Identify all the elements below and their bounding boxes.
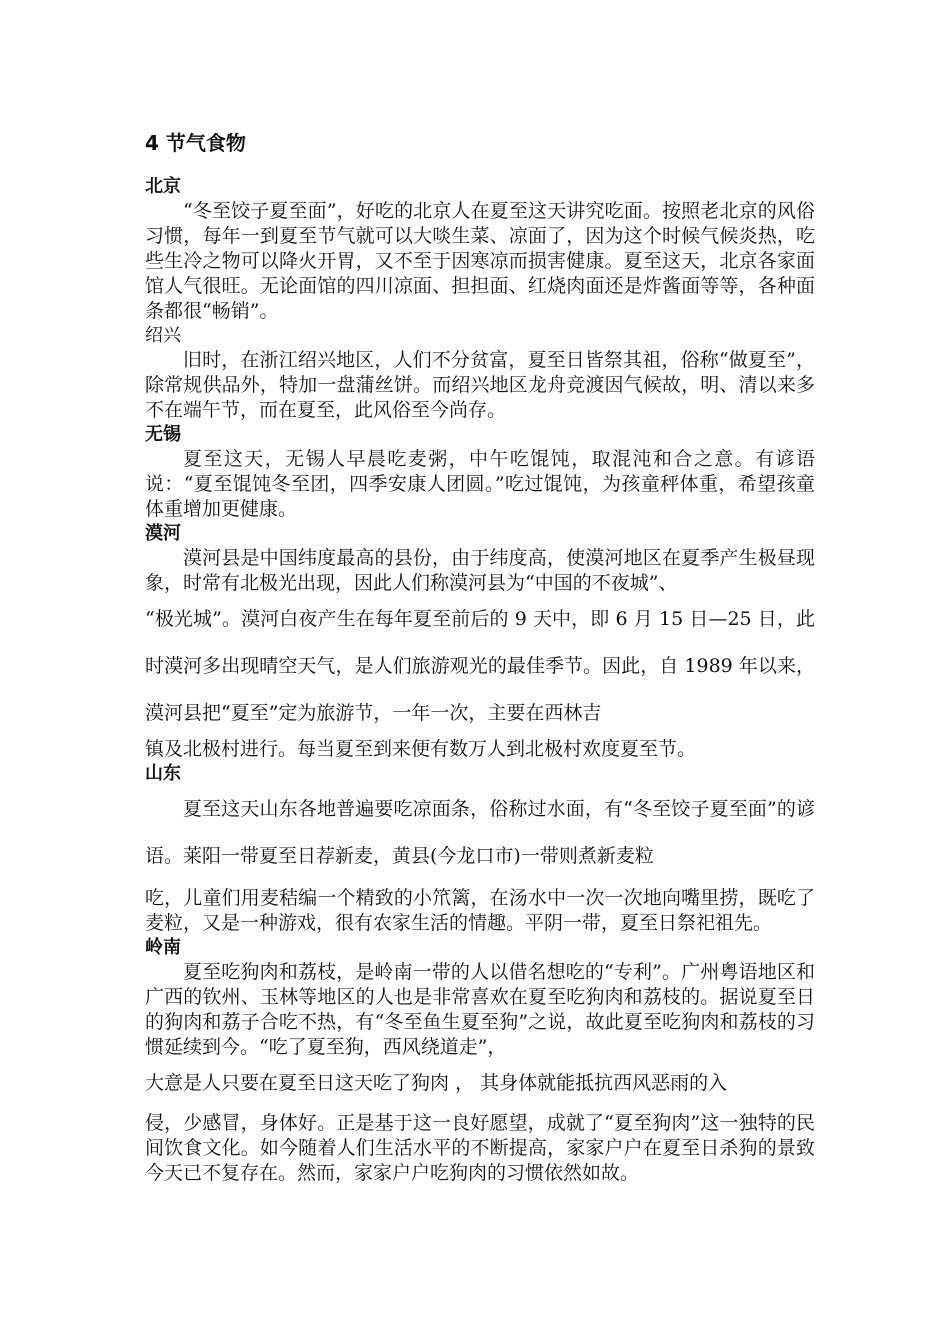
document-page — [145, 130, 815, 1186]
paragraph-shandong-1: 夏至这天山东各地普遍要吃凉面条，俗称过水面，有“冬至饺子夏至面”的谚语。莱阳一带夏至日荐新麦，黄县(今龙口市)一带则煮新麦粒 — [145, 798, 815, 867]
section-heading-shaoxing: 绍兴 — [145, 325, 181, 346]
paragraph-shandong-2: 吃，儿童们用麦秸编一个精致的小笊篱，在汤水中一次一次地向嘴里捞，既吃了麦粒，又是一种游戏，很有农家生活的情趣。平阴一带，夏至日祭祀祖先。 — [145, 887, 815, 934]
section-heading-lingnan: 岭南 — [145, 937, 181, 958]
section-heading-wuxi: 无锡 — [145, 424, 181, 445]
paragraph-lingnan-2: 大意是人只要在夏至日这天吃了狗肉 ， 其身体就能抵抗西风恶雨的入 — [145, 1072, 728, 1094]
paragraph-wuxi: 夏至这天，无锡人早晨吃麦粥，中午吃馄饨，取混沌和合之意。有谚语说：“夏至馄饨冬至团，四季安康人团圆。”吃过馄饨，为孩童秤体重，希望孩童体重增加更健康。 — [145, 448, 815, 520]
section-heading-beijing: 北京 — [145, 176, 181, 197]
paragraph-beijing: “冬至饺子夏至面”，好吃的北京人在夏至这天讲究吃面。按照老北京的风俗习惯，每年一到夏至节气就可以大啖生菜、凉面了，因为这个时候气候炎热，吃些生冷之物可以降火开胃，又不至于因寒凉而损害健康。夏至这天，北京各家面馆人气很旺。无论面馆的四川凉面、担担面、红烧肉面还是炸酱面等等，各种面条都很“畅销”。 — [145, 200, 815, 322]
paragraph-mohe-2: “极光城”。漠河白夜产生在每年夏至前后的 9 天中，即 6 月 15 日—25 日，此时漠河多出现晴空天气，是人们旅游观光的最佳季节。因此，自 1989 年以来，漠河县把“夏至”定为旅游节，一年一次，主要在西林吉 — [145, 608, 815, 724]
paragraph-lingnan-1: 夏至吃狗肉和荔枝，是岭南一带的人以借名想吃的“专利”。广州粤语地区和广西的钦州、玉林等地区的人也是非常喜欢在夏至吃狗肉和荔枝的。据说夏至日的狗肉和荔子合吃不热，有“冬至鱼生夏至狗”之说，故此夏至吃狗肉和荔枝的习惯延续到今。“吃了夏至狗，西风绕道走”， — [145, 961, 815, 1058]
paragraph-shaoxing: 旧时，在浙江绍兴地区，人们不分贫富，夏至日皆祭其祖，俗称“做夏至”，除常规供品外，特加一盘蒲丝饼。而绍兴地区龙舟竞渡因气候故，明、清以来多不在端午节，而在夏至，此风俗至今尚存。 — [145, 349, 815, 421]
section-heading-shandong: 山东 — [145, 763, 181, 784]
section-heading-mohe: 漠河 — [145, 523, 181, 544]
paragraph-lingnan-3: 侵，少感冒，身体好。正是基于这一良好愿望，成就了“夏至狗肉”这一独特的民间饮食文化。如今随着人们生活水平的不断提高，家家户户在夏至日杀狗的景致今天已不复存在。然而，家家户户吃狗肉的习惯依然如故。 — [145, 1112, 815, 1184]
doc-title: 4 节气食物 — [145, 131, 246, 155]
paragraph-mohe-3: 镇及北极村进行。每当夏至到来便有数万人到北极村欢度夏至节。 — [145, 738, 697, 760]
paragraph-mohe-1: 漠河县是中国纬度最高的县份，由于纬度高，使漠河地区在夏季产生极昼现象，时常有北极光出现，因此人们称漠河县为“中国的不夜城”、 — [145, 547, 815, 594]
